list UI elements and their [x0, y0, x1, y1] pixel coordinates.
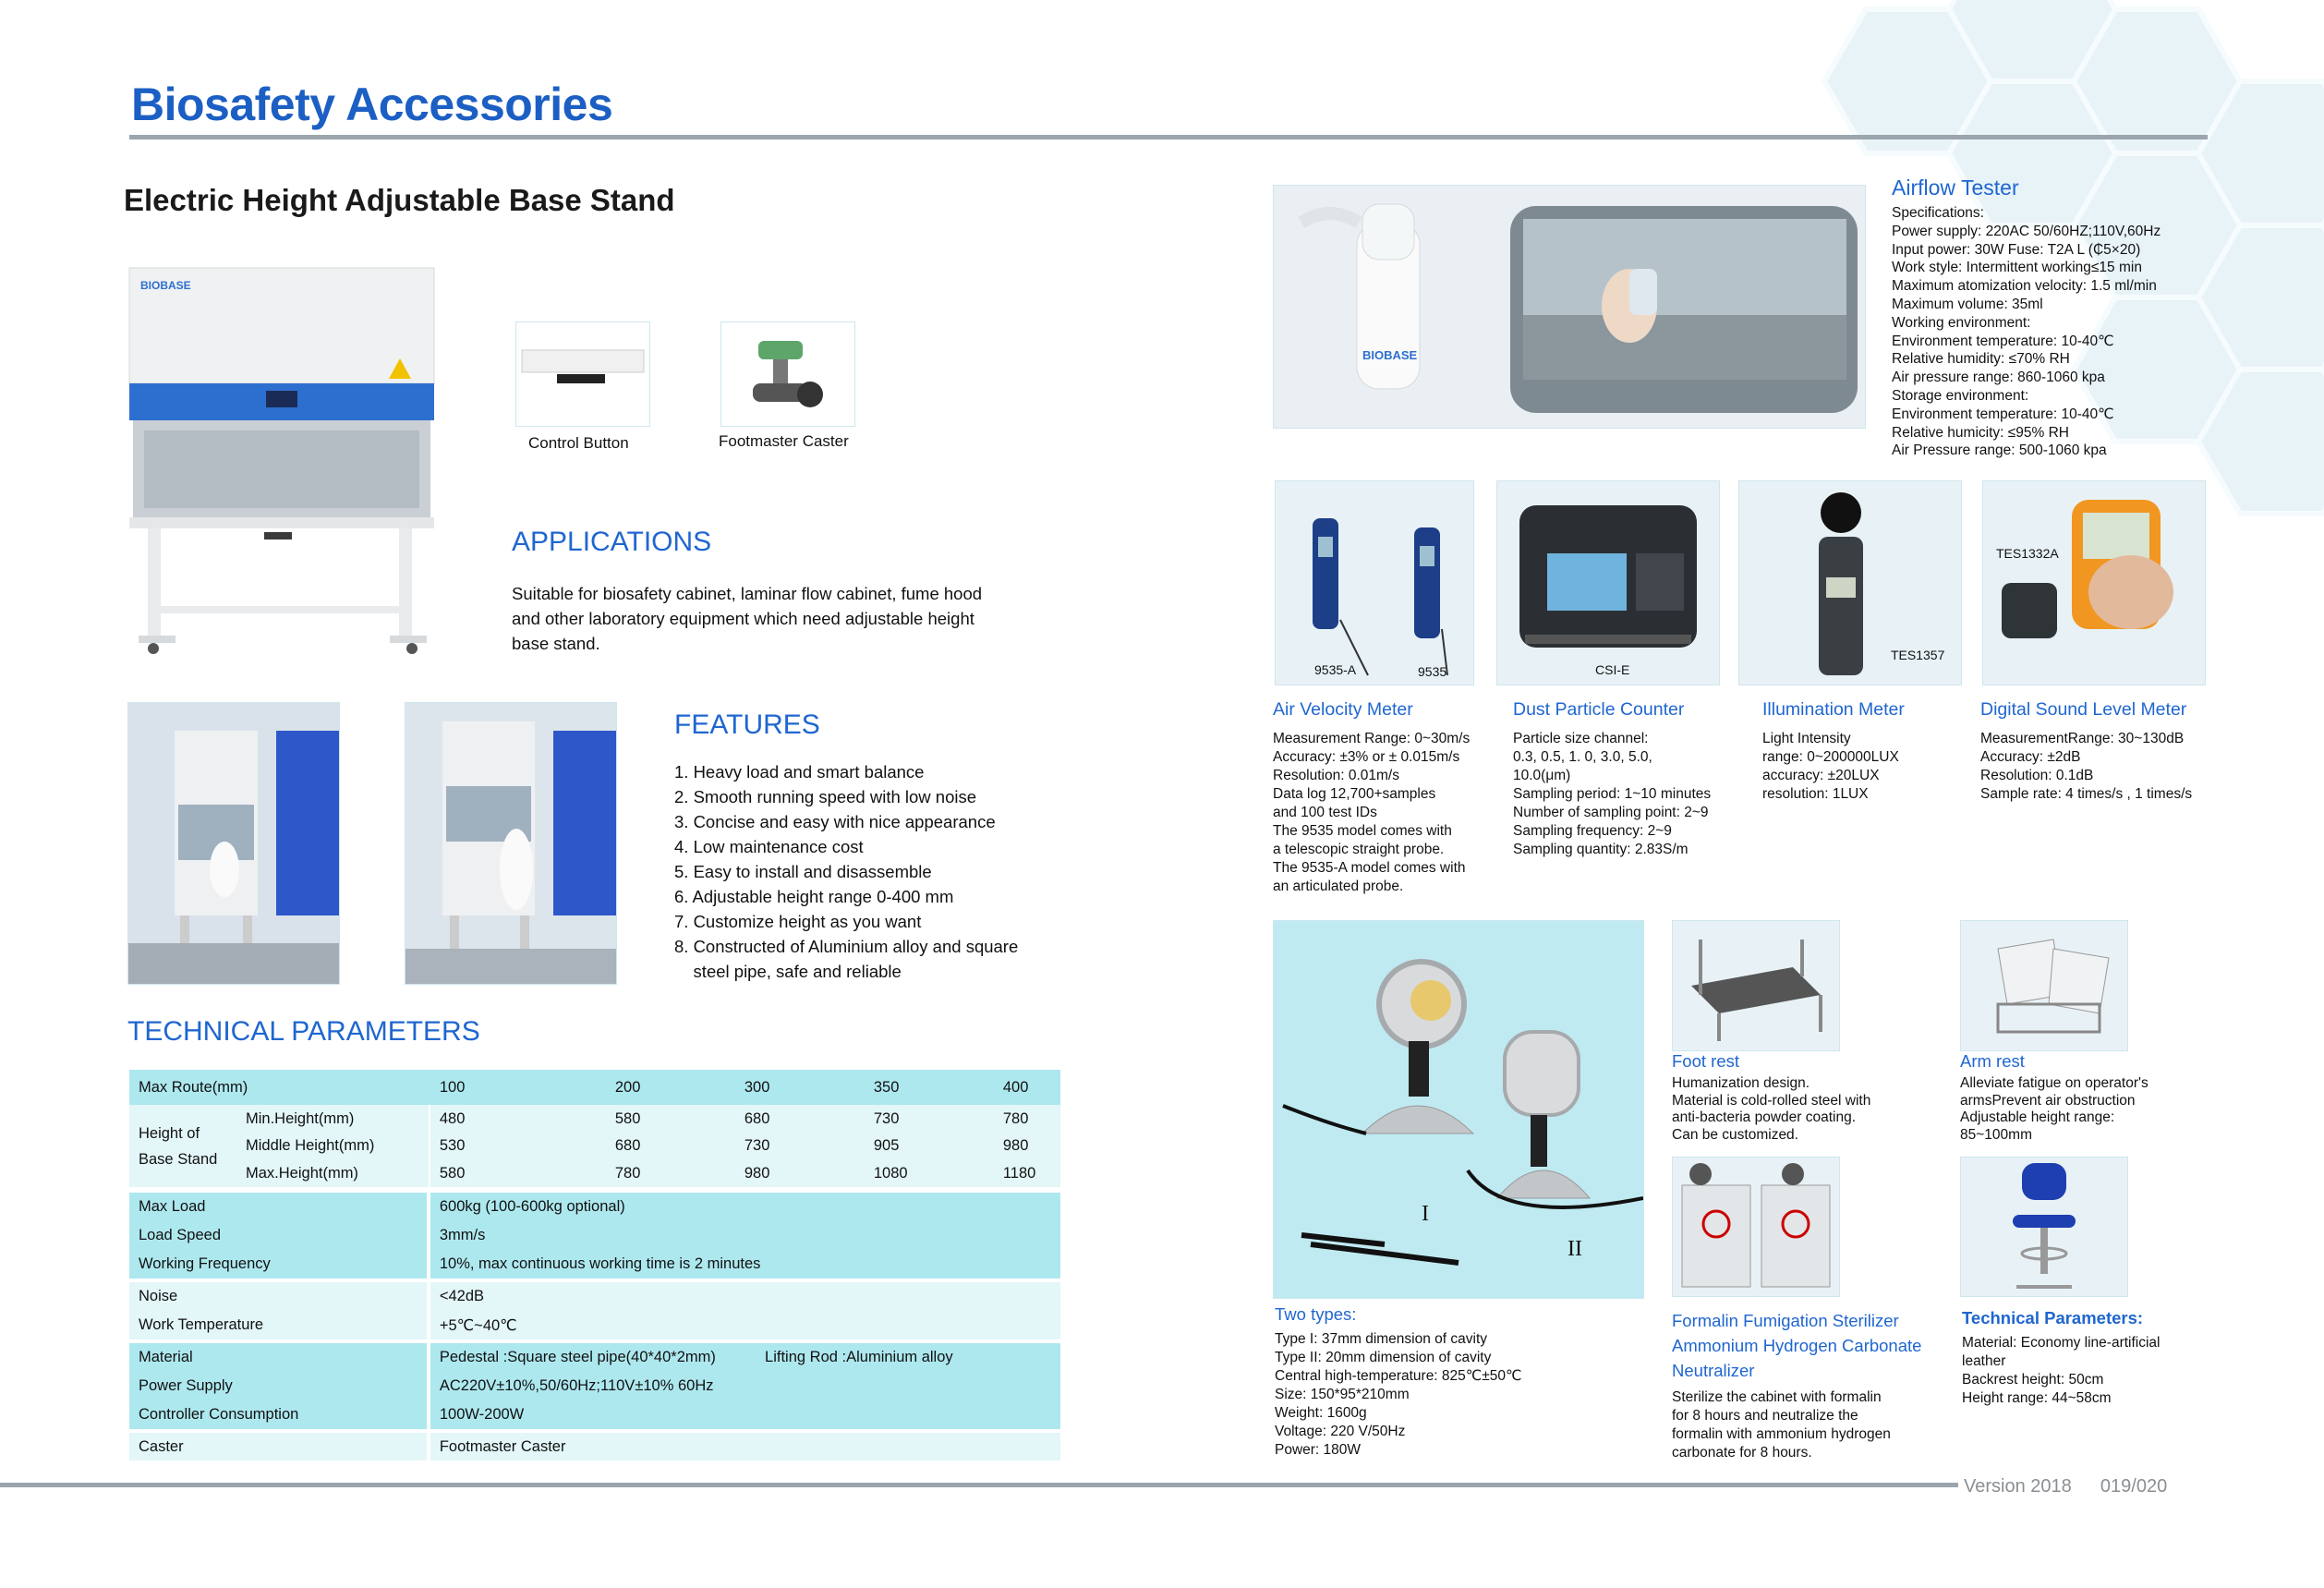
- spec-line: Height range: 44~58cm: [1962, 1390, 2112, 1406]
- table-cell: 730: [744, 1137, 770, 1154]
- foot-rest-spec: [1672, 1051, 1931, 1144]
- feature-item: 5. Easy to install and disassemble: [674, 862, 932, 881]
- product-title: Air Velocity Meter: [1273, 699, 1413, 720]
- table-row: [129, 1250, 1060, 1279]
- spec-line: anti-bacteria powder coating.: [1672, 1109, 1857, 1125]
- table-row: [129, 1343, 1060, 1372]
- table-cell: [129, 1105, 236, 1187]
- applications-text: [512, 581, 1029, 656]
- table-row: [129, 1070, 1060, 1105]
- spec-line: Data log 12,700+samples: [1273, 786, 1436, 802]
- feature-item: 4. Low maintenance cost: [674, 837, 864, 856]
- table-cell: 980: [1002, 1137, 1029, 1154]
- table-cell: +5℃~40℃: [439, 1316, 517, 1334]
- illumination-meter-spec: [1762, 699, 1966, 804]
- table-cell: 1080: [873, 1164, 908, 1182]
- arm-rest-spec: [1960, 1051, 2237, 1144]
- spec-line: The 9535 model comes with: [1273, 823, 1452, 839]
- spec-line: Can be customized.: [1672, 1126, 1798, 1143]
- spec-line: formalin with ammonium hydrogen: [1672, 1426, 1891, 1442]
- spec-line: Size: 150*95*210mm: [1275, 1387, 1410, 1402]
- spec-line: Sampling frequency: 2~9: [1513, 823, 1672, 839]
- spec-line: Central high-temperature: 825℃±50℃: [1275, 1368, 1522, 1384]
- airflow-spec-lines: [1892, 204, 2280, 460]
- product-title: Two types:: [1275, 1304, 1357, 1324]
- table-row: [129, 1133, 1060, 1159]
- feature-item: 7. Customize height as you want: [674, 912, 922, 931]
- biosafety-cabinet-image: [126, 266, 440, 663]
- applications-line: and other laboratory equipment which need adjustable height: [512, 609, 974, 628]
- page-title: Biosafety Accessories: [131, 79, 613, 130]
- material-pedestal: Pedestal :Square steel pipe(40*40*2mm): [439, 1349, 716, 1365]
- airflow-tester-title: Airflow Tester: [1892, 176, 2019, 200]
- spec-line: Working environment:: [1892, 314, 2031, 331]
- spec-line: and 100 test IDs: [1273, 805, 1377, 820]
- table-cell: [430, 1343, 1060, 1372]
- spec-line: Accuracy: ±3% or ± 0.015m/s: [1273, 749, 1460, 765]
- spec-line: Sterilize the cabinet with formalin: [1672, 1389, 1882, 1405]
- sound-level-meter-photo: [1982, 480, 2206, 685]
- table-cell: Middle Height(mm): [236, 1133, 430, 1159]
- product-title: [1672, 1308, 1958, 1383]
- table-row: [129, 1311, 1060, 1339]
- table-cell: <42dB: [439, 1288, 485, 1304]
- spec-line: carbonate for 8 hours.: [1672, 1445, 1812, 1461]
- spec-line: Particle size channel:: [1513, 731, 1649, 746]
- table-cell: Noise: [129, 1282, 430, 1311]
- table-cell: 3mm/s: [439, 1227, 486, 1243]
- spec-line: Air pressure range: 860-1060 kpa: [1892, 370, 2105, 386]
- table-cell: Work Temperature: [129, 1311, 430, 1339]
- table-cell: 10%, max continuous working time is 2 minutes: [439, 1255, 761, 1272]
- spec-line: Air Pressure range: 500-1060 kpa: [1892, 442, 2107, 459]
- spec-line: Relative humidity: ≤70% RH: [1892, 351, 2070, 368]
- spec-line: Humanization design.: [1672, 1075, 1810, 1091]
- table-cell: 680: [744, 1109, 770, 1127]
- sound-level-meter-spec: [1980, 699, 2230, 804]
- feature-item: 3. Concise and easy with nice appearance: [674, 812, 996, 831]
- table-cell: 780: [614, 1164, 641, 1182]
- table-cell: Caster: [129, 1433, 430, 1461]
- product-title: Foot rest: [1672, 1051, 1739, 1071]
- spec-line: range: 0~200000LUX: [1762, 749, 1899, 765]
- spec-line: a telescopic straight probe.: [1273, 842, 1445, 857]
- airflow-tester-spec: [1892, 176, 2280, 460]
- table-cell: Power Supply: [129, 1372, 430, 1400]
- footmaster-caster-caption: Footmaster Caster: [719, 432, 849, 450]
- spec-line: Backrest height: 50cm: [1962, 1372, 2104, 1388]
- table-cell: Footmaster Caster: [439, 1437, 566, 1455]
- brand-label: BIOBASE: [140, 279, 191, 292]
- control-button-photo: [515, 321, 650, 427]
- photo-label: 9535: [1418, 664, 1447, 679]
- spec-line: Environment temperature: 10-40℃: [1892, 333, 2114, 349]
- photo-label: TES1332A: [1996, 546, 2059, 561]
- spec-line: Sampling period: 1~10 minutes: [1513, 786, 1712, 802]
- height-label: Height of: [139, 1124, 200, 1142]
- spec-line: accuracy: ±20LUX: [1762, 768, 1880, 783]
- table-cell: 780: [1002, 1109, 1029, 1127]
- spec-line: Accuracy: ±2dB: [1980, 749, 2081, 765]
- air-velocity-meter-photo: [1275, 480, 1474, 685]
- dust-particle-counter-photo: [1496, 480, 1720, 685]
- spec-line: Number of sampling point: 2~9: [1513, 805, 1709, 820]
- sterilizer-spec: [1275, 1304, 1570, 1460]
- table-cell: Material: [129, 1343, 430, 1372]
- table-cell: 1180: [1002, 1164, 1036, 1182]
- photo-label: CSI-E: [1595, 662, 1630, 677]
- spec-line: 10.0(μm): [1513, 768, 1571, 783]
- page-number: 019/020: [2100, 1476, 2168, 1497]
- table-cell: Min.Height(mm): [236, 1105, 430, 1133]
- spec-line: Material: Economy line-artificial: [1962, 1335, 2161, 1351]
- photo-label: 9535-A: [1314, 662, 1357, 677]
- spec-line: Weight: 1600g: [1275, 1405, 1367, 1421]
- spec-line: Sampling quantity: 2.83S/m: [1513, 842, 1689, 857]
- spec-line: Maximum atomization velocity: 1.5 ml/min: [1892, 278, 2157, 295]
- spec-line: Material is cold-rolled steel with: [1672, 1092, 1871, 1109]
- spec-line: armsPrevent air obstruction: [1960, 1092, 2136, 1109]
- control-button-caption: Control Button: [528, 434, 629, 452]
- section-subtitle: Electric Height Adjustable Base Stand: [124, 183, 675, 217]
- table-row: [129, 1159, 1060, 1187]
- spec-line: Power supply: 220AC 50/60HZ;110V,60Hz: [1892, 223, 2161, 239]
- applications-line: Suitable for biosafety cabinet, laminar flow cabinet, fume hood: [512, 584, 983, 603]
- table-cell: 300: [744, 1078, 770, 1096]
- table-cell: 600kg (100-600kg optional): [439, 1198, 625, 1215]
- spec-line: Relative humicity: ≤95% RH: [1892, 424, 2069, 441]
- chair-photo: [1960, 1157, 2128, 1297]
- spec-line: Voltage: 220 V/50Hz: [1275, 1424, 1406, 1439]
- table-cell: 580: [439, 1164, 466, 1182]
- table-cell: Max Route(mm): [139, 1078, 248, 1096]
- features-list: [674, 759, 1081, 984]
- table-cell: AC220V±10%,50/60Hz;110V±10% 60Hz: [439, 1377, 714, 1394]
- spec-lines: [1762, 730, 1966, 804]
- applications-heading: APPLICATIONS: [512, 527, 712, 557]
- spec-line: Type II: 20mm dimension of cavity: [1275, 1350, 1492, 1365]
- table-row: [129, 1400, 1060, 1429]
- spec-line: Adjustable height range:: [1960, 1109, 2115, 1125]
- airflow-device-brand: BIOBASE: [1362, 348, 1418, 362]
- spec-line: Alleviate fatigue on operator's: [1960, 1075, 2148, 1091]
- spec-line: for 8 hours and neutralize the: [1672, 1408, 1858, 1424]
- arm-rest-photo: [1960, 920, 2128, 1051]
- spec-line: Input power: 30W Fuse: T2A L (₵5×20): [1892, 241, 2141, 258]
- material-lifting-rod: Lifting Rod :Aluminium alloy: [765, 1349, 953, 1365]
- photo-label: TES1357: [1891, 648, 1945, 662]
- spec-lines: [1980, 730, 2230, 804]
- feature-item: 8. Constructed of Aluminium alloy and square: [674, 937, 1019, 956]
- spec-line: leather: [1962, 1353, 2006, 1369]
- technical-parameters-table: [129, 1070, 1060, 1461]
- chair-spec: [1962, 1308, 2239, 1408]
- table-cell: 980: [744, 1164, 770, 1182]
- table-cell: 100W-200W: [439, 1406, 525, 1423]
- technical-parameters-heading: TECHNICAL PARAMETERS: [127, 1016, 480, 1047]
- footer-divider: [0, 1483, 1958, 1487]
- type-label: II: [1567, 1237, 1582, 1261]
- table-cell: 200: [614, 1078, 641, 1096]
- spec-line: Sample rate: 4 times/s , 1 times/s: [1980, 786, 2193, 802]
- table-cell: 480: [439, 1109, 466, 1127]
- spec-line: The 9535-A model comes with: [1273, 860, 1466, 876]
- spec-line: Storage environment:: [1892, 387, 2029, 404]
- air-velocity-meter-spec: [1273, 699, 1504, 896]
- product-title: Digital Sound Level Meter: [1980, 699, 2187, 720]
- spec-line: Environment temperature: 10-40℃: [1892, 406, 2114, 422]
- footmaster-caster-photo: [720, 321, 855, 427]
- spec-lines: [1672, 1075, 1931, 1144]
- spec-line: Measurement Range: 0~30m/s: [1273, 731, 1471, 746]
- table-row: [129, 1193, 1060, 1221]
- formalin-sterilizer-photo: [1672, 1157, 1840, 1297]
- applications-line: base stand.: [512, 634, 600, 653]
- table-cell: Max Load: [129, 1193, 430, 1221]
- spec-line: Power: 180W: [1275, 1442, 1362, 1458]
- lab-photo-2: [405, 702, 617, 985]
- height-label: Base Stand: [139, 1150, 218, 1168]
- product-title: Technical Parameters:: [1962, 1308, 2144, 1327]
- product-title: Illumination Meter: [1762, 699, 1905, 720]
- spec-lines: [1672, 1388, 1958, 1462]
- table-cell: Working Frequency: [129, 1250, 430, 1279]
- table-row: [129, 1433, 1060, 1461]
- table-row: [129, 1372, 1060, 1400]
- table-row: [129, 1105, 1060, 1133]
- spec-line: an articulated probe.: [1273, 879, 1404, 894]
- header-divider: [129, 135, 2208, 139]
- product-title: Arm rest: [1960, 1051, 2025, 1071]
- spec-lines: [1273, 730, 1504, 896]
- spec-lines: [1513, 730, 1744, 859]
- table-cell: 905: [873, 1137, 900, 1154]
- spec-line: 0.3, 0.5, 1. 0, 3.0, 5.0,: [1513, 749, 1652, 765]
- formalin-spec: [1672, 1308, 1958, 1462]
- airflow-tester-photo: [1273, 185, 1866, 429]
- table-cell: 580: [614, 1109, 641, 1127]
- spec-line: Resolution: 0.01m/s: [1273, 768, 1399, 783]
- title-line: Neutralizer: [1672, 1361, 1755, 1380]
- spec-line: Type I: 37mm dimension of cavity: [1275, 1331, 1488, 1347]
- spec-line: Resolution: 0.1dB: [1980, 768, 2094, 783]
- spec-line: Light Intensity: [1762, 731, 1851, 746]
- spec-line: Work style: Intermittent working≤15 min: [1892, 260, 2142, 276]
- feature-item: 6. Adjustable height range 0-400 mm: [674, 887, 954, 906]
- table-cell: 730: [873, 1109, 900, 1127]
- table-row: [129, 1221, 1060, 1250]
- table-cell: 350: [873, 1078, 900, 1096]
- table-cell: 680: [614, 1137, 641, 1154]
- foot-rest-photo: [1672, 920, 1840, 1051]
- version-label: Version 2018: [1964, 1476, 2072, 1497]
- table-cell: 530: [439, 1137, 466, 1154]
- spec-lines: [1962, 1334, 2239, 1408]
- footer-version: [1964, 1476, 2167, 1497]
- dust-particle-counter-spec: [1513, 699, 1744, 859]
- table-cell: Controller Consumption: [129, 1400, 430, 1429]
- title-line: Formalin Fumigation Sterilizer: [1672, 1311, 1899, 1330]
- spec-lines: [1275, 1330, 1570, 1460]
- table-cell: Max.Height(mm): [236, 1159, 430, 1187]
- feature-item: 1. Heavy load and smart balance: [674, 762, 925, 782]
- table-cell: 400: [1002, 1078, 1029, 1096]
- spec-line: MeasurementRange: 30~130dB: [1980, 731, 2185, 746]
- type-label: I: [1422, 1202, 1429, 1226]
- spec-lines: [1960, 1075, 2237, 1144]
- table-cell: 100: [439, 1078, 466, 1096]
- spec-line: Specifications:: [1892, 205, 1984, 221]
- table-cell: Load Speed: [129, 1221, 430, 1250]
- features-heading: FEATURES: [674, 709, 820, 740]
- product-title: Dust Particle Counter: [1513, 699, 1685, 720]
- illumination-meter-photo: [1738, 480, 1962, 685]
- feature-item: 2. Smooth running speed with low noise: [674, 787, 977, 806]
- feature-item: steel pipe, safe and reliable: [674, 962, 902, 981]
- title-line: Ammonium Hydrogen Carbonate: [1672, 1336, 1922, 1355]
- infrared-sterilizer-photo: [1273, 920, 1644, 1299]
- spec-line: resolution: 1LUX: [1762, 786, 1869, 802]
- lab-photo-1: [127, 702, 340, 985]
- spec-line: Maximum volume: 35ml: [1892, 296, 2043, 312]
- spec-line: 85~100mm: [1960, 1126, 2032, 1143]
- table-row: [129, 1282, 1060, 1311]
